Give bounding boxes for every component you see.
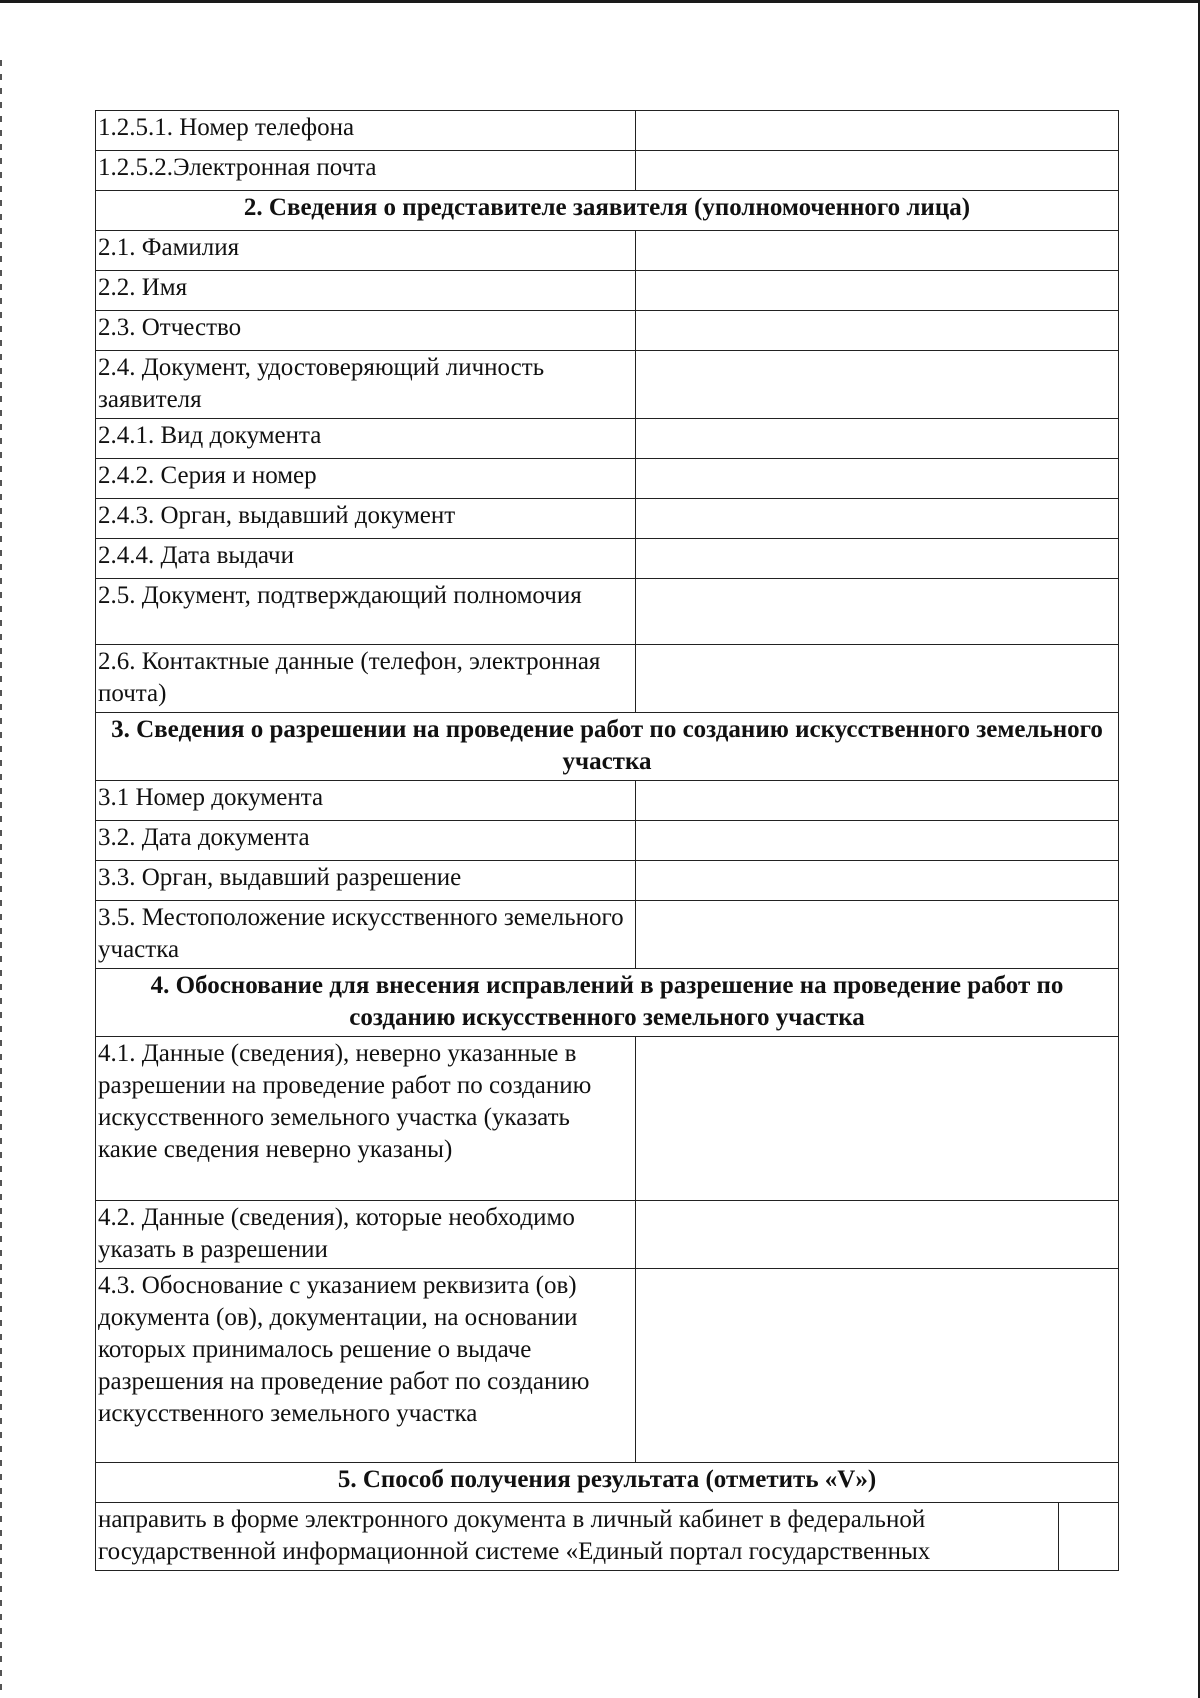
section-header-row	[96, 969, 1119, 1037]
field-value[interactable]	[636, 579, 1119, 645]
field-label: 2.6. Контактные данные (телефон, электронная почта)	[96, 645, 636, 713]
table-row	[96, 499, 1119, 539]
section-2-title: 2. Сведения о представителе заявителя (уполномоченного лица)	[96, 191, 1119, 231]
field-label: 4.1. Данные (сведения), неверно указанные в разрешении на проведение работ по созданию искусственного земельного участка (указать какие сведения неверно указаны)	[96, 1037, 636, 1201]
field-label: 2.5. Документ, подтверждающий полномочия	[96, 579, 636, 645]
field-value[interactable]	[636, 539, 1119, 579]
field-value[interactable]	[636, 231, 1119, 271]
table-row	[96, 1037, 1119, 1201]
field-value[interactable]	[636, 419, 1119, 459]
field-value[interactable]	[636, 459, 1119, 499]
table-row	[96, 231, 1119, 271]
section-header-row	[96, 191, 1119, 231]
field-label: 2.1. Фамилия	[96, 231, 636, 271]
field-label: 3.1 Номер документа	[96, 781, 636, 821]
section-5-title: 5. Способ получения результата (отметить «V»)	[96, 1463, 1119, 1503]
table-row	[96, 419, 1119, 459]
field-label: 4.3. Обоснование с указанием реквизита (ов) документа (ов), документации, на основании которых принималось решение о выдаче разрешения на проведение работ по созданию искусственного земельного участка	[96, 1269, 636, 1463]
field-label: 2.4.1. Вид документа	[96, 419, 636, 459]
field-label: 3.5. Местоположение искусственного земельного участка	[96, 901, 636, 969]
field-value[interactable]	[636, 1201, 1119, 1269]
table-row	[96, 351, 1119, 419]
delivery-option-label: направить в форме электронного документа в личный кабинет в федеральной государственной информационной системе «Единый портал государственных	[96, 1503, 1059, 1571]
table-row	[96, 861, 1119, 901]
field-label: 2.4.3. Орган, выдавший документ	[96, 499, 636, 539]
table-row	[96, 271, 1119, 311]
field-value[interactable]	[636, 351, 1119, 419]
table-row	[96, 539, 1119, 579]
field-value[interactable]	[636, 311, 1119, 351]
table-row	[96, 821, 1119, 861]
application-form-table	[95, 110, 1119, 1571]
field-value[interactable]	[636, 901, 1119, 969]
scan-border-left	[0, 60, 2, 1698]
section-header-row	[96, 1463, 1119, 1503]
table-row	[96, 111, 1119, 151]
field-value-phone[interactable]	[636, 111, 1119, 151]
table-row	[96, 311, 1119, 351]
delivery-option-checkbox[interactable]	[1059, 1503, 1119, 1571]
field-value-email[interactable]	[636, 151, 1119, 191]
field-label: 2.4.4. Дата выдачи	[96, 539, 636, 579]
table-row	[96, 645, 1119, 713]
field-value[interactable]	[636, 821, 1119, 861]
field-label: 3.3. Орган, выдавший разрешение	[96, 861, 636, 901]
table-row	[96, 901, 1119, 969]
section-4-title: 4. Обоснование для внесения исправлений в разрешение на проведение работ по созданию искусственного земельного участка	[96, 969, 1119, 1037]
field-label: 2.3. Отчество	[96, 311, 636, 351]
field-label: 2.4.2. Серия и номер	[96, 459, 636, 499]
table-row	[96, 781, 1119, 821]
table-row	[96, 579, 1119, 645]
field-value[interactable]	[636, 499, 1119, 539]
table-row	[96, 151, 1119, 191]
scan-border-top	[0, 0, 1200, 3]
table-row	[96, 1269, 1119, 1463]
table-row	[96, 1201, 1119, 1269]
field-value[interactable]	[636, 645, 1119, 713]
field-label: 2.4. Документ, удостоверяющий личность заявителя	[96, 351, 636, 419]
field-value[interactable]	[636, 861, 1119, 901]
table-row	[96, 1503, 1119, 1571]
field-value[interactable]	[636, 1269, 1119, 1463]
field-label: 4.2. Данные (сведения), которые необходимо указать в разрешении	[96, 1201, 636, 1269]
section-header-row	[96, 713, 1119, 781]
field-label: 1.2.5.2.Электронная почта	[96, 151, 636, 191]
field-label: 3.2. Дата документа	[96, 821, 636, 861]
field-label: 1.2.5.1. Номер телефона	[96, 111, 636, 151]
field-value[interactable]	[636, 781, 1119, 821]
field-value[interactable]	[636, 1037, 1119, 1201]
table-row	[96, 459, 1119, 499]
field-value[interactable]	[636, 271, 1119, 311]
field-label: 2.2. Имя	[96, 271, 636, 311]
section-3-title: 3. Сведения о разрешении на проведение работ по созданию искусственного земельного участка	[96, 713, 1119, 781]
